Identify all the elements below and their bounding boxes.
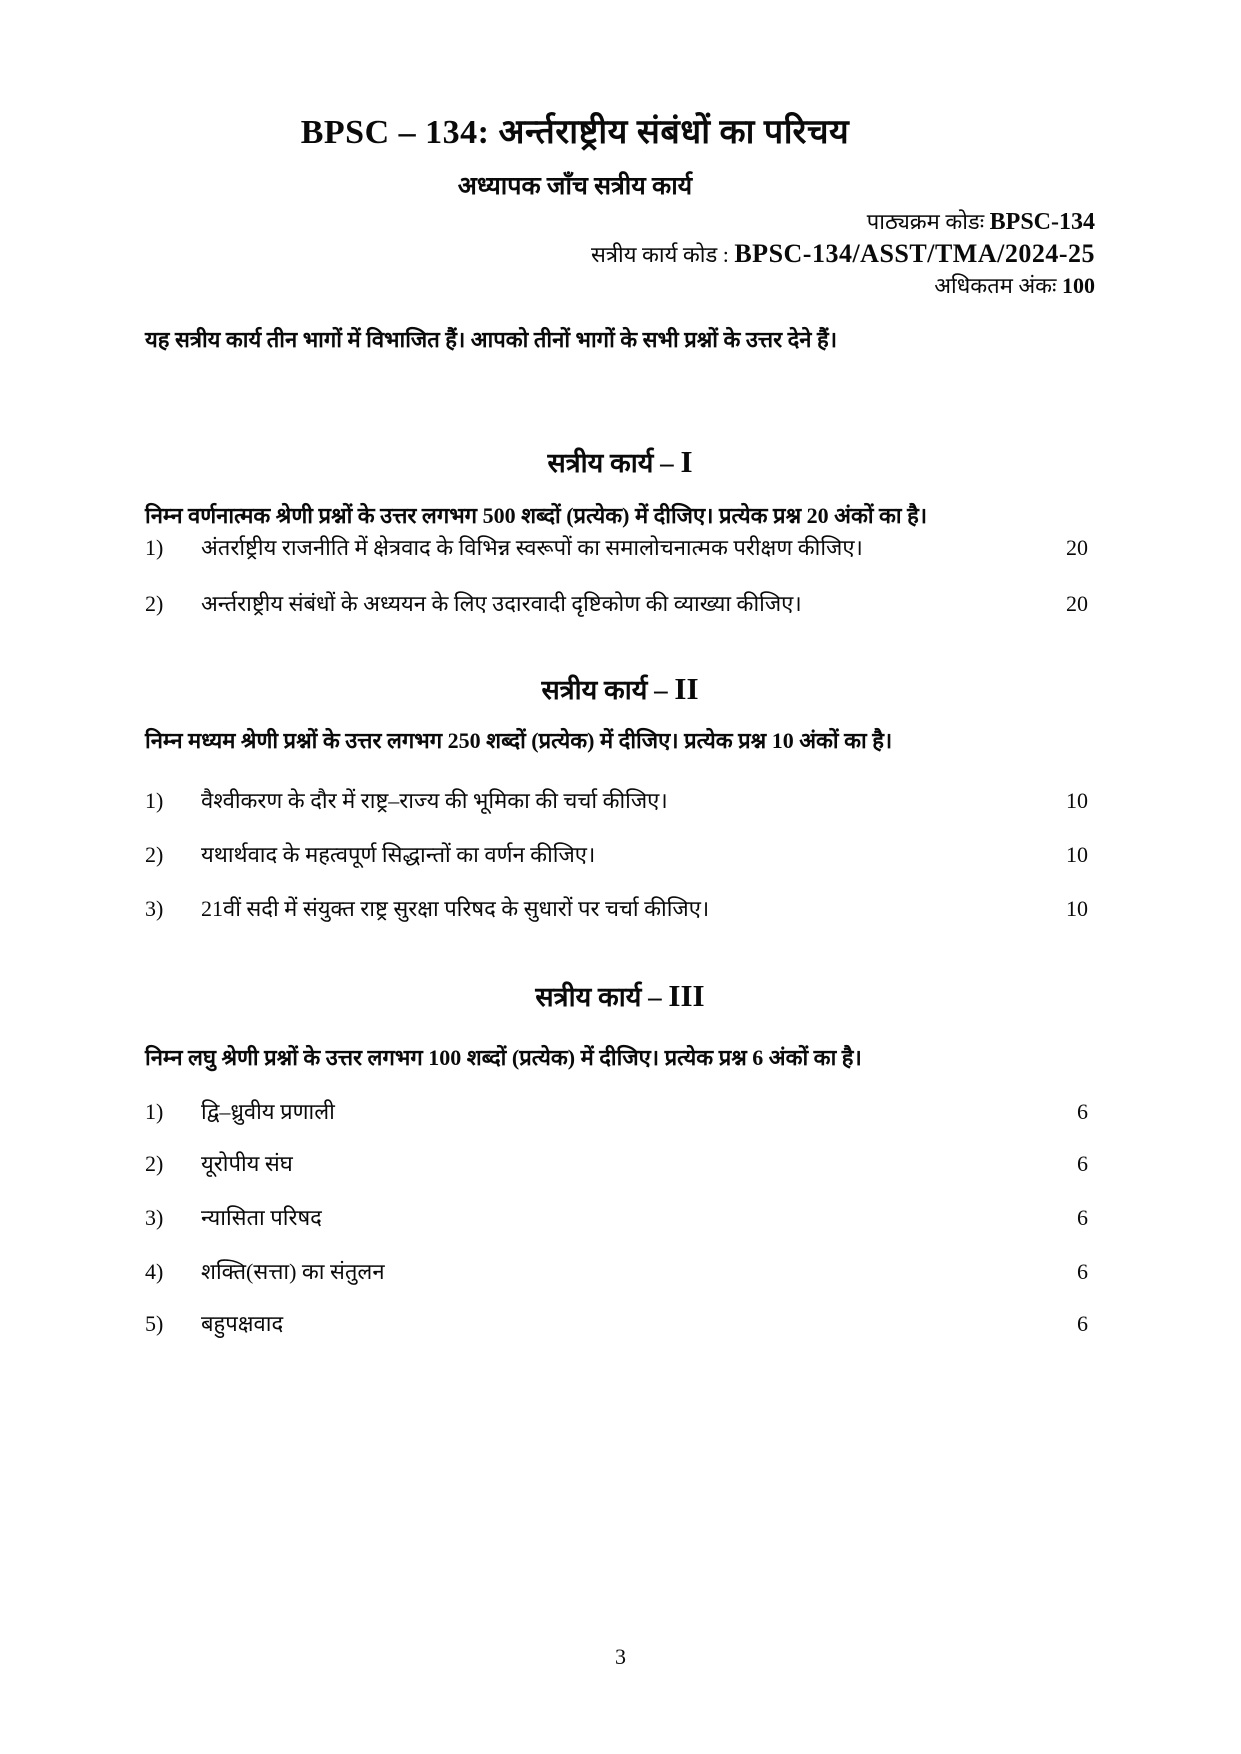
section-2-heading-text: सत्रीय कार्य – — [541, 675, 668, 705]
section-3-heading — [145, 978, 1095, 1015]
section-1-heading-text: सत्रीय कार्य – — [547, 448, 674, 478]
section-2-heading — [145, 671, 1095, 708]
question-number: 3) — [145, 896, 164, 921]
question-row — [145, 1149, 1095, 1179]
section-3-numeral: III — [668, 978, 705, 1013]
question-text: 21वीं सदी में संयुक्त राष्ट्र सुरक्षा परिषद के सुधारों पर चर्चा कीजिए। — [201, 896, 710, 921]
question-row — [145, 1097, 1095, 1127]
question-row — [145, 1257, 1095, 1287]
course-title-hindi: अर्न्तराष्ट्रीय संबंधों का परिचय — [498, 114, 850, 151]
question-number: 4) — [145, 1259, 164, 1284]
question-number: 1) — [145, 788, 164, 813]
question-marks: 10 — [1066, 788, 1088, 813]
question-row — [145, 840, 1095, 870]
question-text: बहुपक्षवाद — [201, 1311, 284, 1336]
question-number: 1) — [145, 1099, 164, 1124]
question-marks: 6 — [1077, 1311, 1088, 1336]
question-number: 3) — [145, 1205, 164, 1230]
question-text: अंतर्राष्ट्रीय राजनीति में क्षेत्रवाद के विभिन्न स्वरूपों का समालोचनात्मक परीक्षण कीजिए। — [201, 535, 863, 560]
question-text: यूरोपीय संघ — [201, 1151, 293, 1176]
course-code-line — [145, 206, 1095, 238]
question-marks: 10 — [1066, 896, 1088, 921]
question-text: शक्ति(सत्ता) का संतुलन — [201, 1259, 385, 1284]
question-text: अर्न्तराष्ट्रीय संबंधों के अध्ययन के लिए उदारवादी दृष्टिकोण की व्याख्या कीजिए। — [201, 591, 802, 616]
section-3-heading-text: सत्रीय कार्य – — [535, 982, 662, 1012]
max-marks-line — [145, 270, 1095, 301]
question-text: वैश्वीकरण के दौर में राष्ट्र–राज्य की भूमिका की चर्चा कीजिए। — [201, 788, 668, 813]
question-marks: 10 — [1066, 842, 1088, 867]
course-meta-block — [145, 206, 1095, 301]
page-number: 3 — [615, 1644, 626, 1669]
question-number: 1) — [145, 535, 164, 560]
question-row — [145, 589, 1095, 619]
section-2-numeral: II — [674, 671, 699, 706]
max-marks-value: 100 — [1062, 273, 1095, 298]
question-text: न्यासिता परिषद — [201, 1205, 322, 1230]
question-row — [145, 533, 1095, 563]
general-instruction: यह सत्रीय कार्य तीन भागों में विभाजित हैं। आपको तीनों भागों के सभी प्रश्नों के उत्तर देने हैं। — [145, 327, 838, 352]
question-text: यथार्थवाद के महत्वपूर्ण सिद्धान्तों का वर्णन कीजिए। — [201, 842, 596, 867]
question-row — [145, 786, 1095, 816]
document-content — [145, 0, 1095, 1339]
course-code-value: BPSC-134 — [989, 209, 1095, 235]
question-marks: 6 — [1077, 1259, 1088, 1284]
question-row — [145, 1309, 1095, 1339]
assignment-code-value: BPSC-134/ASST/TMA/2024-25 — [734, 239, 1095, 268]
question-marks: 6 — [1077, 1205, 1088, 1230]
question-marks: 20 — [1066, 535, 1088, 560]
section-2-instruction: निम्न मध्यम श्रेणी प्रश्नों के उत्तर लगभग 250 शब्दों (प्रत्येक) में दीजिए। प्रत्येक प्रश्न 10 अंकों का है। — [145, 728, 893, 753]
question-marks: 6 — [1077, 1151, 1088, 1176]
question-number: 5) — [145, 1311, 164, 1336]
section-1-heading — [145, 444, 1095, 481]
question-row — [145, 894, 1095, 924]
page-title — [145, 110, 1095, 156]
question-row — [145, 1203, 1095, 1233]
question-marks: 20 — [1066, 591, 1088, 616]
assignment-code-label: सत्रीय कार्य कोड : — [591, 242, 729, 267]
question-number: 2) — [145, 1151, 164, 1176]
question-number: 2) — [145, 842, 164, 867]
course-code-title: BPSC – 134: — [300, 114, 490, 151]
section-3-instruction: निम्न लघु श्रेणी प्रश्नों के उत्तर लगभग 100 शब्दों (प्रत्येक) में दीजिए। प्रत्येक प्रश्न 6 अंकों का है। — [145, 1045, 862, 1070]
section-1-instruction: निम्न वर्णनात्मक श्रेणी प्रश्नों के उत्तर लगभग 500 शब्दों (प्रत्येक) में दीजिए। प्रत्येक प्रश्न 20 अंकों का है। — [145, 503, 928, 528]
question-number: 2) — [145, 591, 164, 616]
question-text: द्वि–ध्रुवीय प्रणाली — [201, 1099, 335, 1124]
course-code-label: पाठ्यक्रम कोडः — [866, 209, 985, 234]
max-marks-label: अधिकतम अंकः — [934, 273, 1057, 298]
assignment-subtitle: अध्यापक जाँच सत्रीय कार्य — [457, 173, 693, 200]
question-marks: 6 — [1077, 1099, 1088, 1124]
section-1-numeral: I — [680, 444, 693, 479]
assignment-code-line — [145, 238, 1095, 270]
